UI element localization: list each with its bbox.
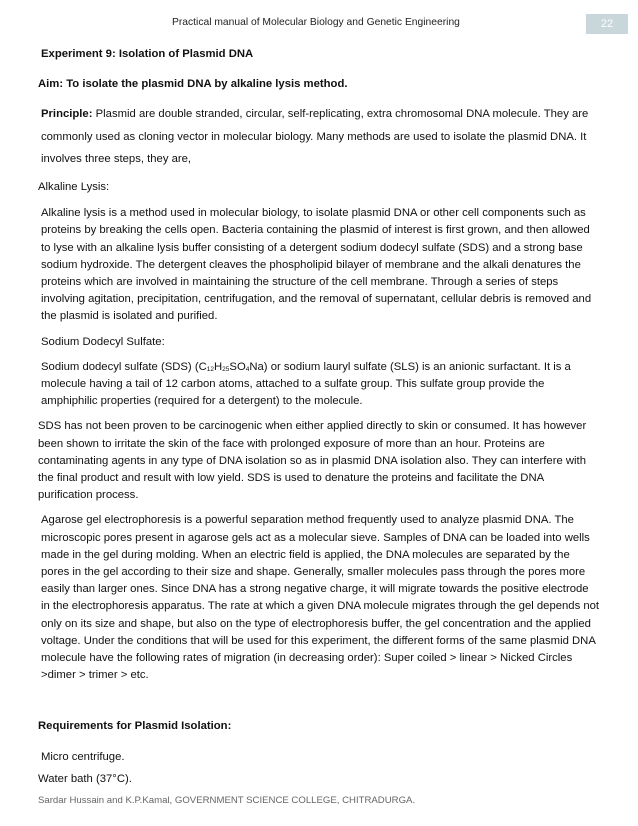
page-header xyxy=(0,14,638,36)
requirements-heading: Requirements for Plasmid Isolation: xyxy=(38,720,232,733)
running-header-title: Practical manual of Molecular Biology and Genetic Engineering xyxy=(172,17,460,28)
document-body xyxy=(38,46,600,790)
sds-heading: Sodium Dodecyl Sulfate: xyxy=(41,335,165,348)
alkaline-lysis-paragraph: Alkaline lysis is a method used in molecular biology, to isolate plasmid DNA or other cell components such as proteins by breaking the cells open. Bacteria containing the plasmid of interest is first grown, and then allowed to lyse with an alkaline lysis buffer consisting of a detergent sodium dodecyl sulfate (SDS) and a strong base sodium hydroxide. The detergent cleaves the phospholipid bilayer of membrane and the alkali denatures the proteins which are involved in maintaining the structure of the cell membrane. Through a series of steps involving agitation, precipitation, centrifugation, and the removal of supernatant, cellular debris is removed and the plasmid is isolated and purified. xyxy=(41,207,592,323)
principle-text: Plasmid are double stranded, circular, self-replicating, extra chromosomal DNA molecule. They are commonly used as cloning vector in molecular biology. Many methods are used to isolate the plasmid DNA. It involves three steps, they are, xyxy=(41,108,589,166)
requirement-item: Water bath (37°C). xyxy=(38,772,132,785)
sds-safety-paragraph: SDS has not been proven to be carcinogenic when either applied directly to skin or consumed. It has however been shown to irritate the skin of the face with prolonged exposure of more than an hour. Proteins are contaminating agents in any type of DNA isolation so as in plasmid DNA isolation also. They can interfere with the final product and result with low yield. SDS is used to denature the proteins and facilitate the DNA purification process. xyxy=(38,420,587,502)
experiment-title: Experiment 9: Isolation of Plasmid DNA xyxy=(41,48,254,60)
principle-paragraph xyxy=(38,103,600,171)
page-number-badge: 22 xyxy=(586,14,628,34)
requirement-item: Micro centrifuge. xyxy=(41,750,125,763)
page-footer: Sardar Hussain and K.P.Kamal, GOVERNMENT SCIENCE COLLEGE, CHITRADURGA. xyxy=(38,795,416,806)
alkaline-lysis-heading: Alkaline Lysis: xyxy=(38,180,110,193)
agarose-paragraph: Agarose gel electrophoresis is a powerful separation method frequently used to analyze plasmid DNA. The microscopic pores present in agarose gels act as a molecular sieve. Samples of DNA can be loaded into wells made in the gel during molding. When an electric field is applied, the DNA molecules are separated by the pores in the gel according to their size and shape. Generally, smaller molecules pass through the pores more easily than larger ones. Since DNA has a strong negative charge, it will migrate towards the positive electrode in the electrophoresis apparatus. The rate at which a given DNA molecule migrates through the gel depends not only on its size and shape, but also on the type of electrophoresis buffer, the gel concentration and the applied voltage. Under the conditions that will be used for this experiment, the different forms of the same plasmid DNA molecule have the following rates of migration (in decreasing order): Super coiled > linear > Nicked Circles >dimer > trimer > etc. xyxy=(41,514,600,682)
aim-statement: Aim: To isolate the plasmid DNA by alkaline lysis method. xyxy=(38,78,348,91)
principle-label: Principle: xyxy=(41,108,93,121)
sds-paragraph: Sodium dodecyl sulfate (SDS) $(C_{12}H_{25}SO_4Na)$ or sodium lauryl sulfate (SLS) is an anionic surfactant. It is a molecule having a tail of 12 carbon atoms, attached to a sulfate group. This sulfate group provide the amphiphilic properties (required for a detergent) to the molecule. xyxy=(41,360,571,408)
